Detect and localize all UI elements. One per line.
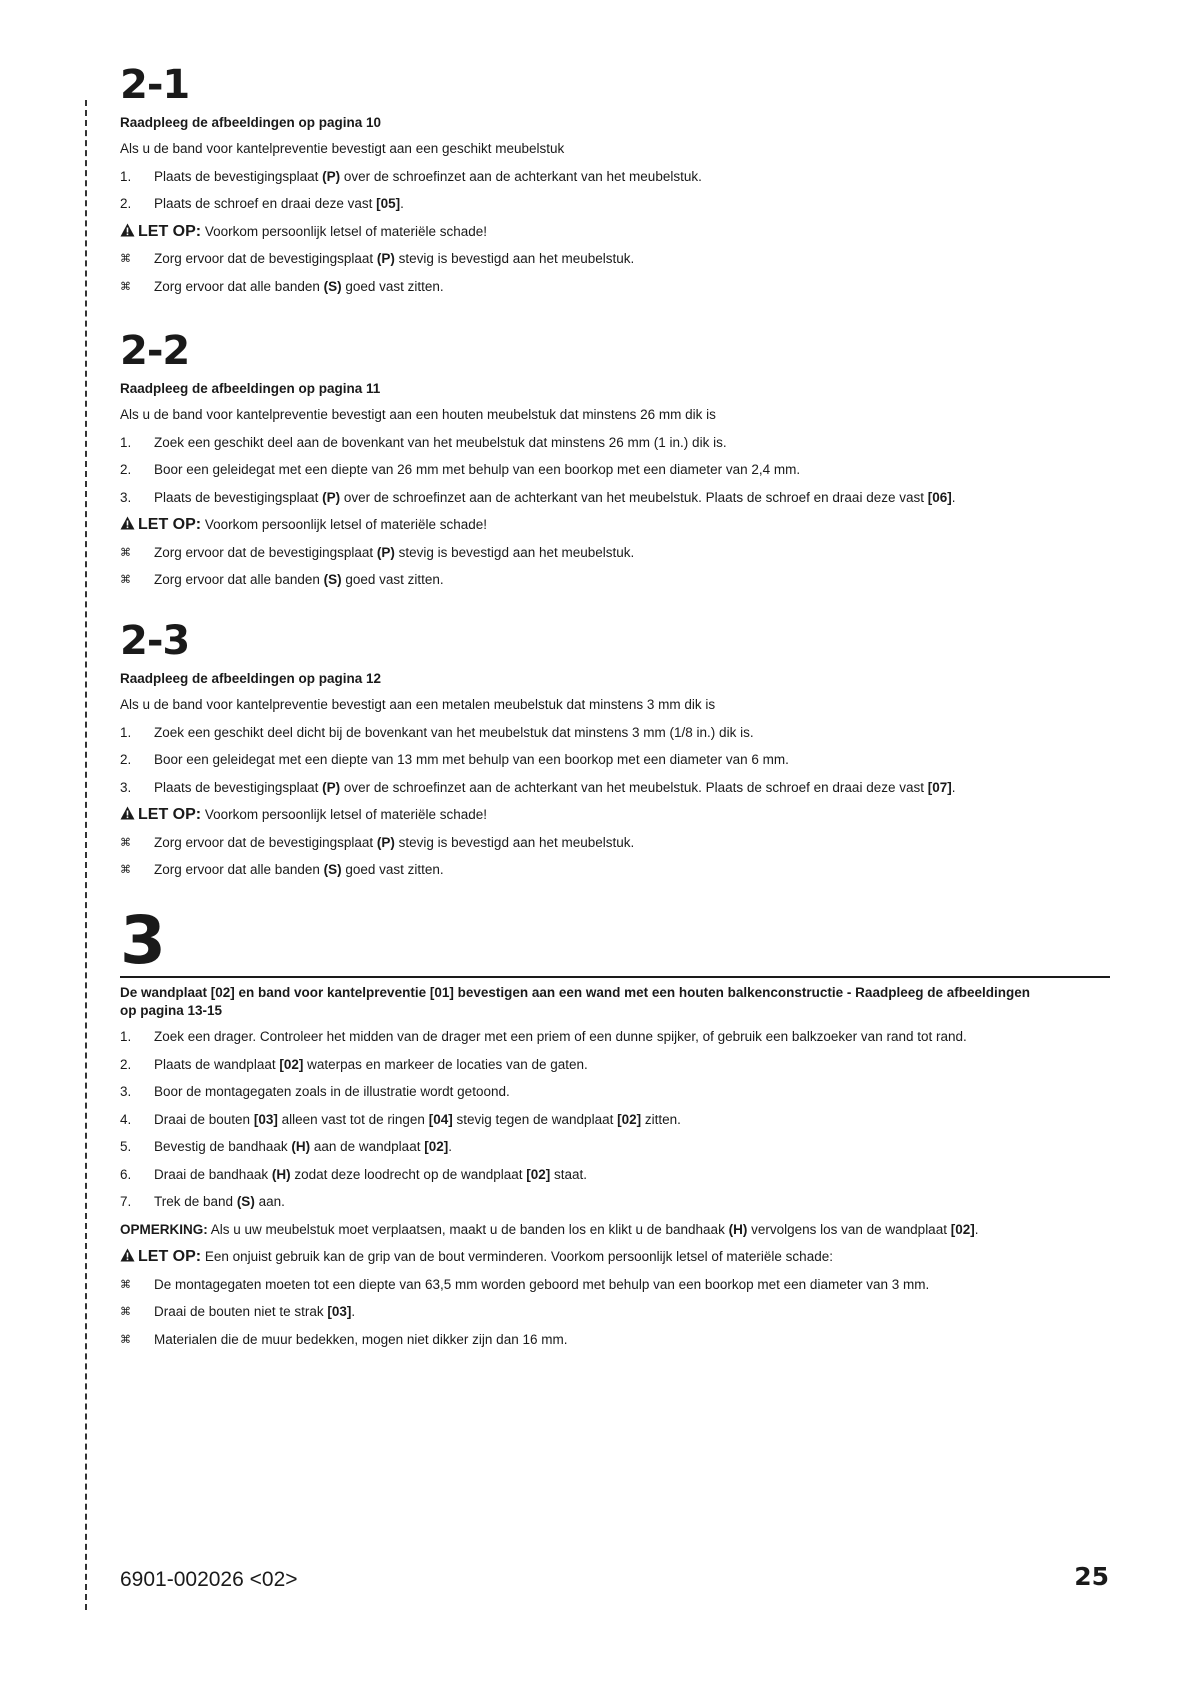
text-segment: stevig tegen de wandplaat xyxy=(452,1111,618,1127)
text-segment: Draai de bandhaak xyxy=(154,1166,272,1182)
step-number: 3. xyxy=(120,779,132,795)
step-item xyxy=(120,1111,1110,1139)
reference-code: (P) xyxy=(322,489,341,505)
bullet-text xyxy=(154,250,634,268)
step-item xyxy=(120,434,1110,462)
section-title: 2-1 xyxy=(120,62,190,108)
text-segment: Boor de montagegaten zoals in de illustratie wordt getoond. xyxy=(154,1084,510,1099)
text-segment: vervolgens los van de wandplaat xyxy=(747,1221,951,1237)
reference-code: (P) xyxy=(376,544,395,560)
text-segment: De montagegaten moeten tot een diepte van 63,5 mm worden geboord met behulp van een boorkop met een diameter van 3 mm. xyxy=(154,1276,930,1292)
intro-text-content: Als u de band voor kantelpreventie bevestigt aan een metalen meubelstuk dat minstens 3 mm dik is xyxy=(120,697,716,712)
reference-code: (S) xyxy=(323,862,342,877)
text-segment: over de schroefinzet aan de achterkant van het meubelstuk. Plaats de schroef en draai deze vast xyxy=(340,779,928,795)
step-item xyxy=(120,1166,1110,1194)
warning-icon xyxy=(120,516,135,535)
bullet-item xyxy=(120,571,1110,599)
step-text xyxy=(154,489,956,507)
warning-text xyxy=(120,806,487,825)
step-text xyxy=(154,1056,588,1074)
note-text xyxy=(120,1221,979,1239)
step-text xyxy=(154,461,800,479)
reference-code: [02] xyxy=(424,1139,449,1154)
reference-code: [05] xyxy=(376,196,401,211)
text-segment: alleen vast tot de ringen xyxy=(277,1111,429,1127)
reference-code: [06] xyxy=(927,489,952,505)
step-item xyxy=(120,1193,1110,1221)
text-segment: Bevestig de bandhaak xyxy=(154,1139,292,1154)
text-segment: stevig is bevestigd aan het meubelstuk. xyxy=(394,251,635,266)
step-item xyxy=(120,168,1110,196)
reference-code: [04] xyxy=(428,1111,453,1127)
step-text xyxy=(154,168,702,186)
reference-code: [02] xyxy=(617,1111,642,1127)
bullet-item xyxy=(120,1303,1110,1331)
page-number: 25 xyxy=(1074,1562,1109,1591)
step-text xyxy=(154,434,727,452)
text-segment: staat. xyxy=(550,1166,588,1182)
warning xyxy=(120,516,1110,544)
step-number: 2. xyxy=(120,752,132,767)
reference-code: [07] xyxy=(927,779,952,795)
text-segment: . xyxy=(351,1304,356,1319)
note-label: OPMERKING: xyxy=(120,1221,208,1237)
text-segment: Zoek een drager. Controleer het midden van de drager met een priem of een dunne spijker, of gebruik een balkzoeker van rand tot rand. xyxy=(154,1029,967,1044)
reference-code: (P) xyxy=(376,834,395,850)
text-segment: zodat deze loodrecht op de wandplaat xyxy=(290,1166,527,1182)
warning xyxy=(120,806,1110,834)
step-text xyxy=(154,1138,452,1156)
intro-text xyxy=(120,140,1110,168)
text-segment: stevig is bevestigd aan het meubelstuk. xyxy=(394,544,635,560)
warning-message: Voorkom persoonlijk letsel of materiële schade! xyxy=(201,223,488,239)
step-text xyxy=(154,1166,587,1184)
reference-code: (S) xyxy=(323,278,342,294)
step-number: 2. xyxy=(120,196,132,211)
text-segment: stevig is bevestigd aan het meubelstuk. xyxy=(394,834,635,850)
section-3 xyxy=(120,902,1110,1358)
step-number: 1. xyxy=(120,434,132,450)
text-segment: Boor een geleidegat met een diepte van 26 mm met behulp van een boorkop met een diameter van 2,4 mm. xyxy=(154,462,801,477)
intro-text xyxy=(120,406,1110,434)
warning-icon xyxy=(120,223,135,242)
text-segment: Zorg ervoor dat de bevestigingsplaat xyxy=(154,251,377,266)
step-number: 1. xyxy=(120,168,132,184)
step-number: 1. xyxy=(120,1029,132,1044)
bullet-item xyxy=(120,861,1110,889)
step-item xyxy=(120,751,1110,779)
section-title-rule xyxy=(120,902,1110,979)
subtitle-line: De wandplaat [02] en band voor kantelpreventie [01] bevestigen aan een wand met een houten balkenconstructie - Raadpleeg de afbeeldingen xyxy=(120,985,1030,1000)
bullet-icon: ⌘ xyxy=(120,1278,131,1291)
warning-label: LET OP: xyxy=(138,806,202,823)
note xyxy=(120,1221,1110,1249)
text-segment: . xyxy=(974,1221,979,1237)
text-segment: Zorg ervoor dat alle banden xyxy=(154,278,324,294)
intro-text xyxy=(120,696,1110,724)
reference-code: (H) xyxy=(291,1139,311,1154)
step-item xyxy=(120,1138,1110,1166)
text-segment: . xyxy=(400,196,404,211)
bullet-text xyxy=(154,834,634,852)
cut-line xyxy=(85,100,87,1610)
text-segment: zitten. xyxy=(641,1111,681,1127)
text-segment: . xyxy=(951,779,956,795)
bullet-icon: ⌘ xyxy=(120,836,131,849)
step-text xyxy=(154,1111,681,1129)
reference-code: (P) xyxy=(322,779,341,795)
text-segment: Zorg ervoor dat de bevestigingsplaat xyxy=(154,544,377,560)
step-text xyxy=(154,779,956,797)
step-number: 1. xyxy=(120,724,132,740)
section-subtitle xyxy=(120,984,1110,1020)
warning-label: LET OP: xyxy=(138,1248,202,1265)
text-segment: over de schroefinzet aan de achterkant van het meubelstuk. Plaats de schroef en draai deze vast xyxy=(340,489,928,505)
text-segment: goed vast zitten. xyxy=(341,572,444,587)
text-segment: Boor een geleidegat met een diepte van 13 mm met behulp van een boorkop met een diameter van 6 mm. xyxy=(154,752,789,767)
bullet-icon: ⌘ xyxy=(120,280,131,293)
bullet-item xyxy=(120,1331,1110,1359)
section-2 xyxy=(120,618,1110,889)
text-segment: Draai de bouten niet te strak xyxy=(154,1304,328,1319)
text-segment: Zorg ervoor dat de bevestigingsplaat xyxy=(154,834,377,850)
intro-text-content: Als u de band voor kantelpreventie bevestigt aan een houten meubelstuk dat minstens 26 mm dik is xyxy=(120,407,716,422)
step-number: 3. xyxy=(120,1084,132,1099)
text-segment: Als u uw meubelstuk moet verplaatsen, maakt u de banden los en klikt u de bandhaak xyxy=(207,1221,729,1237)
warning xyxy=(120,223,1110,251)
warning-icon xyxy=(120,1248,135,1267)
text-segment: Plaats de bevestigingsplaat xyxy=(154,489,323,505)
text-segment: Materialen die de muur bedekken, mogen niet dikker zijn dan 16 mm. xyxy=(154,1331,568,1347)
text-segment: aan. xyxy=(254,1194,285,1209)
section-title: 2-2 xyxy=(120,328,190,374)
text-segment: over de schroefinzet aan de achterkant van het meubelstuk. xyxy=(340,168,702,184)
text-segment: . xyxy=(951,489,956,505)
bullet-item xyxy=(120,834,1110,862)
text-segment: Zoek een geschikt deel dicht bij de bovenkant van het meubelstuk dat minstens 3 mm (1/8 in.) dik is. xyxy=(154,724,754,740)
section-subtitle: Raadpleeg de afbeeldingen op pagina 10 xyxy=(120,115,382,130)
bullet-text xyxy=(154,571,444,589)
warning-message: Een onjuist gebruik kan de grip van de bout verminderen. Voorkom persoonlijk letsel of materiële schade: xyxy=(201,1249,833,1264)
text-segment: . xyxy=(448,1139,452,1154)
bullet-text xyxy=(154,278,444,296)
text-segment: Zoek een geschikt deel aan de bovenkant van het meubelstuk dat minstens 26 mm (1 in.) dik is. xyxy=(154,434,727,450)
bullet-item xyxy=(120,1276,1110,1304)
step-item xyxy=(120,1028,1110,1056)
bullet-icon: ⌘ xyxy=(120,1306,131,1318)
bullet-item xyxy=(120,544,1110,572)
section-subtitle: Raadpleeg de afbeeldingen op pagina 11 xyxy=(120,381,381,396)
text-segment: Plaats de wandplaat xyxy=(154,1056,280,1072)
step-number: 6. xyxy=(120,1166,132,1182)
text-segment: Trek de band xyxy=(154,1194,237,1209)
section-subtitle: Raadpleeg de afbeeldingen op pagina 12 xyxy=(120,671,382,686)
text-segment: Zorg ervoor dat alle banden xyxy=(154,572,324,587)
bullet-icon: ⌘ xyxy=(120,574,131,586)
warning-icon xyxy=(120,806,135,825)
step-text xyxy=(154,195,404,213)
section-title: 2-3 xyxy=(120,618,190,664)
reference-code: [02] xyxy=(526,1166,551,1182)
text-segment: goed vast zitten. xyxy=(341,862,444,877)
warning-message: Voorkom persoonlijk letsel of materiële schade! xyxy=(201,517,488,532)
bullet-item xyxy=(120,278,1110,306)
warning-message: Voorkom persoonlijk letsel of materiële schade! xyxy=(201,807,488,822)
step-item xyxy=(120,1056,1110,1084)
warning xyxy=(120,1248,1110,1276)
step-text xyxy=(154,1083,510,1101)
text-segment: aan de wandplaat xyxy=(310,1139,425,1154)
intro-text-content: Als u de band voor kantelpreventie bevestigt aan een geschikt meubelstuk xyxy=(120,141,565,156)
reference-code: [02] xyxy=(950,1221,975,1237)
text-segment: Draai de bouten xyxy=(154,1111,254,1127)
step-number: 5. xyxy=(120,1139,132,1154)
bullet-text xyxy=(154,544,634,562)
bullet-icon: ⌘ xyxy=(120,864,131,876)
step-number: 2. xyxy=(120,1056,132,1072)
reference-code: (H) xyxy=(271,1166,291,1182)
bullet-icon: ⌘ xyxy=(120,253,131,265)
warning-text xyxy=(120,1248,833,1267)
section-1 xyxy=(120,328,1110,599)
text-segment: Plaats de schroef en draai deze vast xyxy=(154,196,377,211)
reference-code: (S) xyxy=(236,1194,255,1209)
reference-code: [03] xyxy=(253,1111,278,1127)
warning-label: LET OP: xyxy=(138,222,202,240)
step-item xyxy=(120,461,1110,489)
bullet-text xyxy=(154,861,444,879)
section-0 xyxy=(120,62,1110,305)
subtitle-line: op pagina 13-15 xyxy=(120,1003,223,1018)
step-text xyxy=(154,1193,285,1211)
step-number: 3. xyxy=(120,489,132,505)
bullet-text xyxy=(154,1331,567,1349)
reference-code: [03] xyxy=(327,1304,352,1319)
step-text xyxy=(154,1028,967,1046)
reference-code: (P) xyxy=(322,168,341,184)
text-segment: Zorg ervoor dat alle banden xyxy=(154,862,324,877)
step-item xyxy=(120,1083,1110,1111)
document-code: 6901-002026 <02> xyxy=(120,1568,298,1591)
text-segment: Plaats de bevestigingsplaat xyxy=(154,168,323,184)
text-segment: Plaats de bevestigingsplaat xyxy=(154,779,323,795)
bullet-icon: ⌘ xyxy=(120,1333,131,1346)
reference-code: (P) xyxy=(376,251,395,266)
bullet-icon: ⌘ xyxy=(120,546,131,559)
bullet-item xyxy=(120,250,1110,278)
bullet-text xyxy=(154,1276,929,1294)
step-number: 7. xyxy=(120,1194,132,1209)
step-text xyxy=(154,751,789,769)
warning-label: LET OP: xyxy=(138,516,202,533)
warning-text xyxy=(120,223,487,242)
text-segment: goed vast zitten. xyxy=(341,278,444,294)
text-segment: waterpas en markeer de locaties van de gaten. xyxy=(303,1056,588,1072)
bullet-text xyxy=(154,1303,355,1321)
section-title: 3 xyxy=(120,902,165,979)
step-item xyxy=(120,195,1110,223)
step-text xyxy=(154,724,754,742)
warning-text xyxy=(120,516,487,535)
step-item xyxy=(120,489,1110,517)
step-item xyxy=(120,724,1110,752)
step-item xyxy=(120,779,1110,807)
step-number: 2. xyxy=(120,462,132,477)
reference-code: (H) xyxy=(728,1221,748,1237)
reference-code: [02] xyxy=(279,1056,304,1072)
step-number: 4. xyxy=(120,1111,132,1127)
reference-code: (S) xyxy=(323,572,342,587)
